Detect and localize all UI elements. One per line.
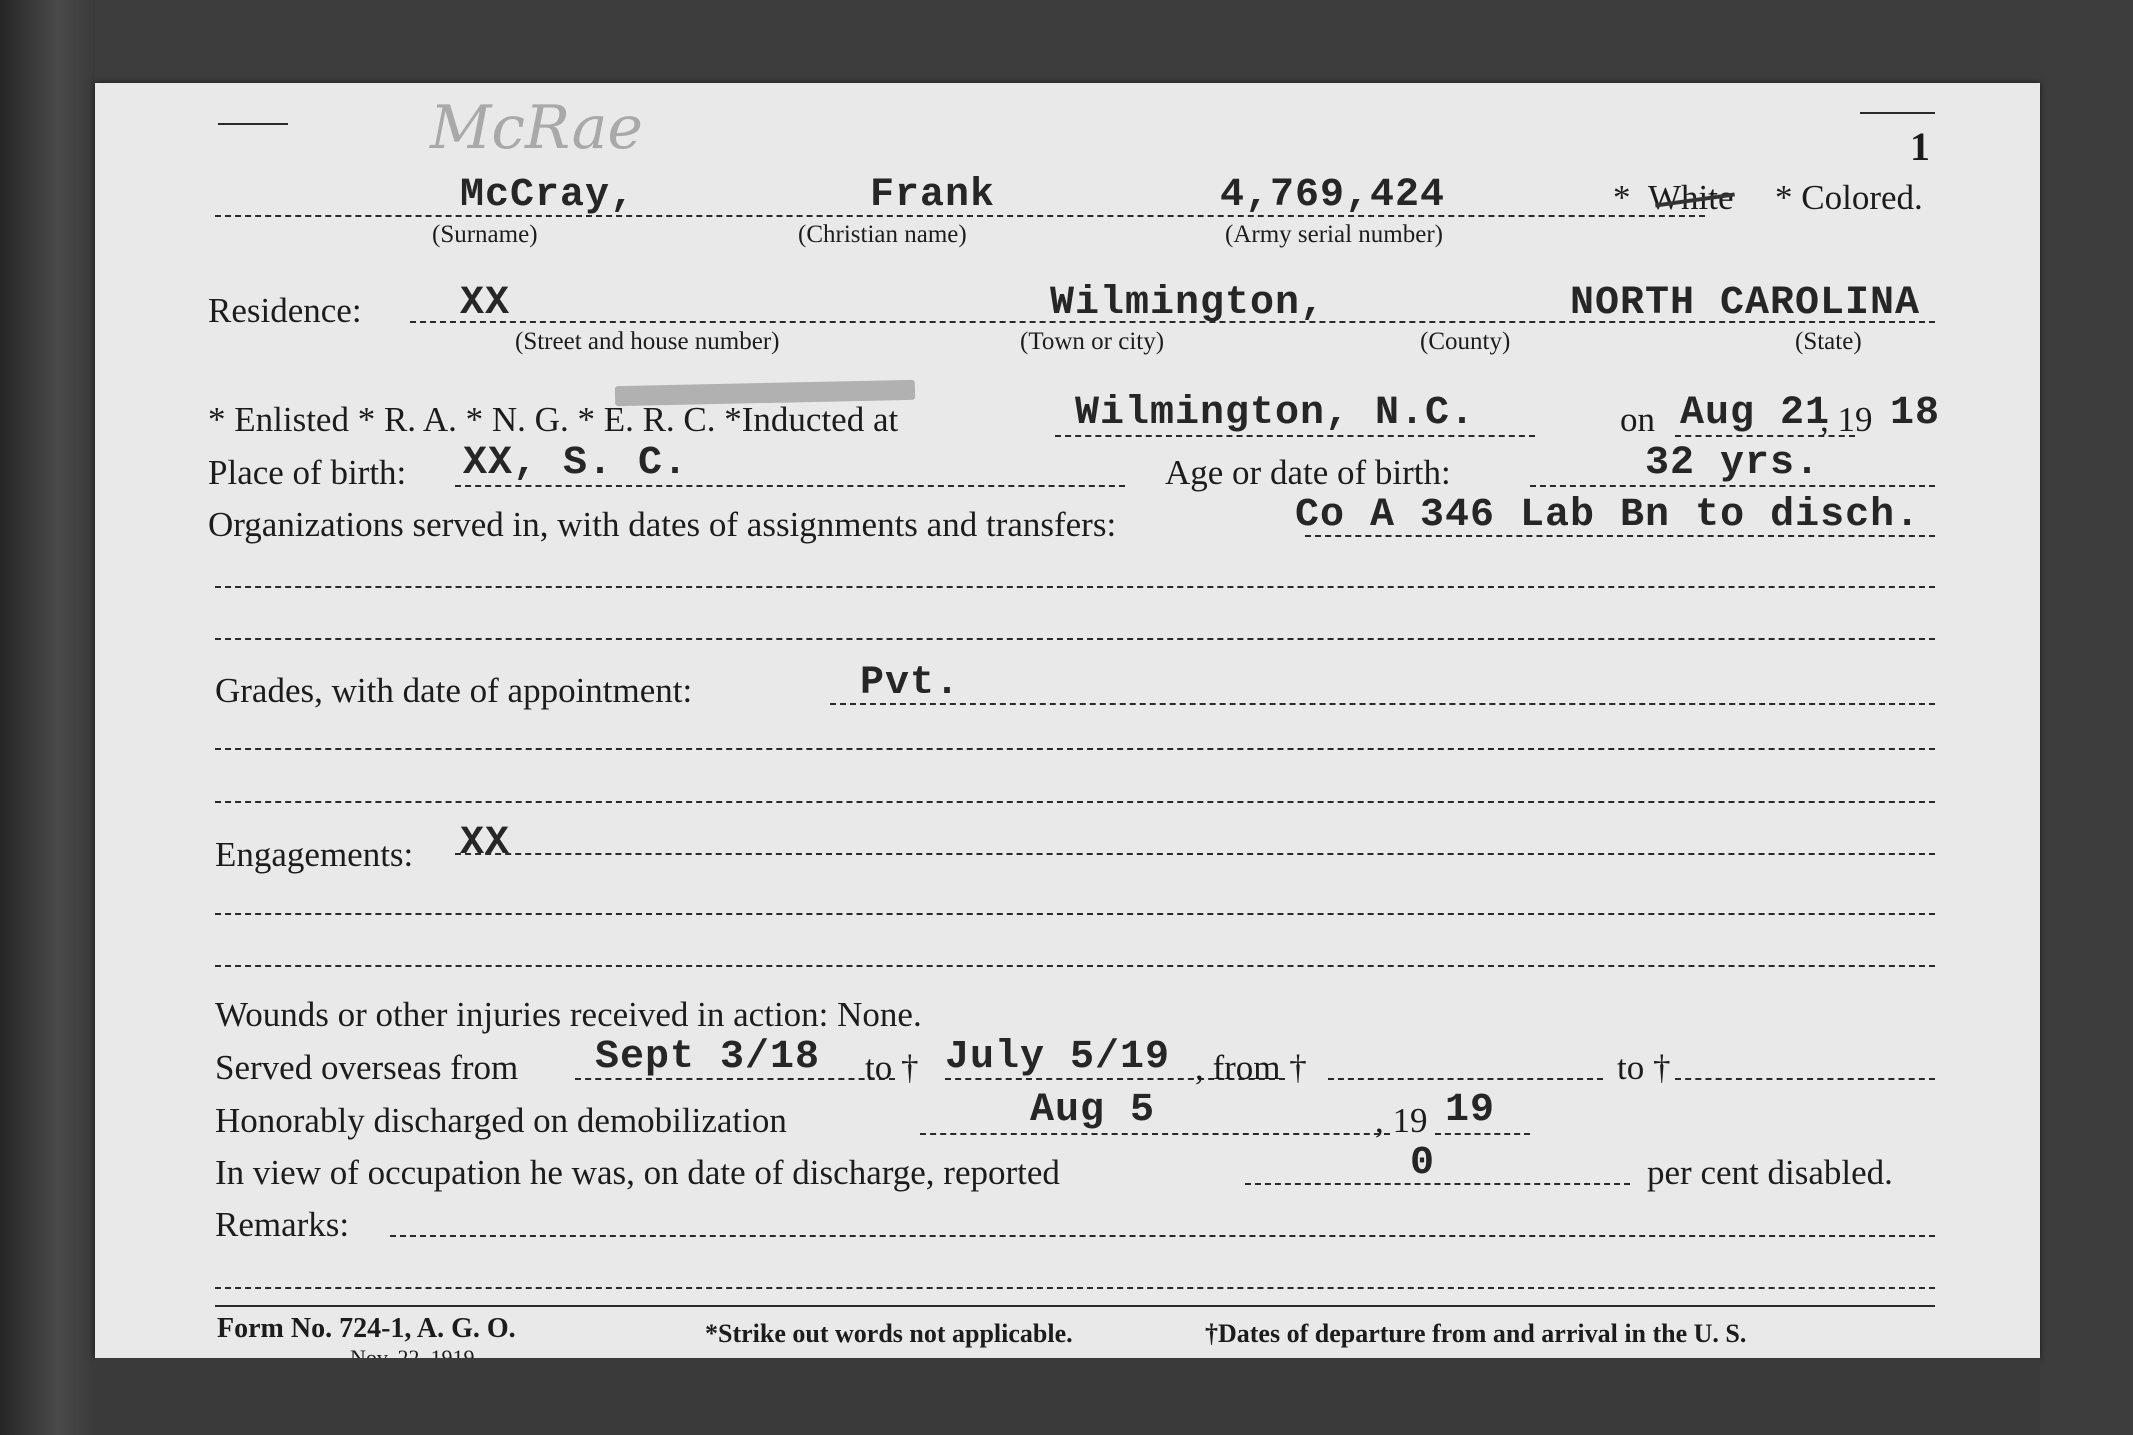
grades-line-3 — [215, 801, 1935, 803]
occupation-label: In view of occupation he was, on date of discharge, reported — [215, 1153, 1060, 1192]
induction-date-value: Aug 21 — [1680, 391, 1831, 436]
street-caption: (Street and house number) — [515, 328, 780, 355]
discharge-year-value: 19 — [1445, 1088, 1496, 1133]
overseas-to2-line — [1675, 1078, 1935, 1080]
remarks-label: Remarks: — [215, 1205, 350, 1244]
from-dagger-label: , from † — [1195, 1048, 1307, 1087]
footer-rule — [215, 1305, 1935, 1307]
inducted-at-value: Wilmington, N.C. — [1075, 391, 1476, 436]
scan-border — [0, 0, 95, 1435]
handwritten-annotation: McRae — [430, 93, 643, 163]
scan-background — [95, 1358, 2040, 1435]
discharge-date-value: Aug 5 — [1030, 1088, 1156, 1133]
residence-street-value: XX — [460, 281, 511, 326]
surname-value: McCray, — [460, 173, 636, 218]
overseas-from2-line — [1328, 1078, 1603, 1080]
engagements-line — [455, 853, 1935, 855]
discharge-year-prefix: , 19 — [1375, 1101, 1428, 1140]
engagements-label: Engagements: — [215, 835, 414, 874]
corner-rule-right — [1860, 112, 1935, 114]
grades-line — [830, 703, 1935, 705]
dates-note: †Dates of departure from and arrival in the U. S. — [1205, 1319, 1747, 1348]
age-label: Age or date of birth: — [1165, 453, 1451, 492]
served-overseas-label: Served overseas from — [215, 1048, 519, 1087]
induction-year-value: 18 — [1890, 391, 1941, 436]
grade-value: Pvt. — [860, 661, 961, 706]
engagements-line-2 — [215, 913, 1935, 915]
organizations-line — [1305, 535, 1935, 537]
serial-caption: (Army serial number) — [1225, 221, 1443, 248]
induction-year-prefix: , 19 — [1820, 400, 1873, 439]
race-marker: * — [1613, 178, 1631, 217]
county-caption: (County) — [1420, 328, 1511, 355]
grades-label: Grades, with date of appointment: — [215, 671, 693, 710]
disability-line — [1245, 1183, 1630, 1185]
on-label: on — [1620, 400, 1655, 439]
overseas-to-value: July 5/19 — [945, 1035, 1171, 1080]
strike-out-note: *Strike out words not applicable. — [705, 1319, 1073, 1348]
percent-disabled-label: per cent disabled. — [1647, 1153, 1893, 1192]
overseas-from-value: Sept 3/18 — [595, 1035, 821, 1080]
disability-percent-value: 0 — [1410, 1141, 1436, 1186]
card-number: 1 — [1910, 124, 1930, 169]
discharge-date-line — [920, 1133, 1390, 1135]
residence-town-value: Wilmington, — [1050, 281, 1326, 326]
corner-rule-left — [218, 123, 288, 125]
remarks-line-2 — [215, 1287, 1935, 1289]
town-caption: (Town or city) — [1020, 328, 1165, 355]
state-caption: (State) — [1795, 328, 1862, 355]
organizations-label: Organizations served in, with dates of assignments and transfers: — [208, 505, 1117, 544]
place-of-birth-label: Place of birth: — [208, 453, 407, 492]
organizations-line-3 — [215, 638, 1935, 640]
age-value: 32 yrs. — [1645, 441, 1821, 486]
to-dagger-label: to † — [865, 1048, 919, 1087]
discharge-label: Honorably discharged on demobilization — [215, 1101, 787, 1140]
organizations-value: Co A 346 Lab Bn to disch. — [1295, 493, 1921, 538]
surname-caption: (Surname) — [432, 221, 538, 248]
service-record-card — [95, 83, 2040, 1358]
christian-caption: (Christian name) — [798, 221, 967, 248]
residence-label: Residence: — [208, 291, 362, 330]
to-dagger-label-2: to † — [1617, 1048, 1671, 1087]
race-white-label: White — [1648, 178, 1734, 217]
engagements-line-3 — [215, 965, 1935, 967]
place-of-birth-value: XX, S. C. — [463, 441, 689, 486]
grades-line-2 — [215, 748, 1935, 750]
enlistment-label: * Enlisted * R. A. * N. G. * E. R. C. *Inducted at — [208, 400, 899, 439]
wounds-label: Wounds or other injuries received in action: None. — [215, 995, 922, 1034]
christian-name-value: Frank — [870, 173, 996, 218]
residence-state-value: NORTH CAROLINA — [1570, 281, 1921, 326]
discharge-year-line — [1435, 1133, 1530, 1135]
race-colored-label: * Colored. — [1775, 178, 1923, 217]
remarks-line — [390, 1235, 1935, 1237]
serial-number-value: 4,769,424 — [1220, 173, 1446, 218]
form-number: Form No. 724-1, A. G. O. — [217, 1313, 516, 1344]
organizations-line-2 — [215, 586, 1935, 588]
engagements-value: XX — [460, 821, 511, 866]
